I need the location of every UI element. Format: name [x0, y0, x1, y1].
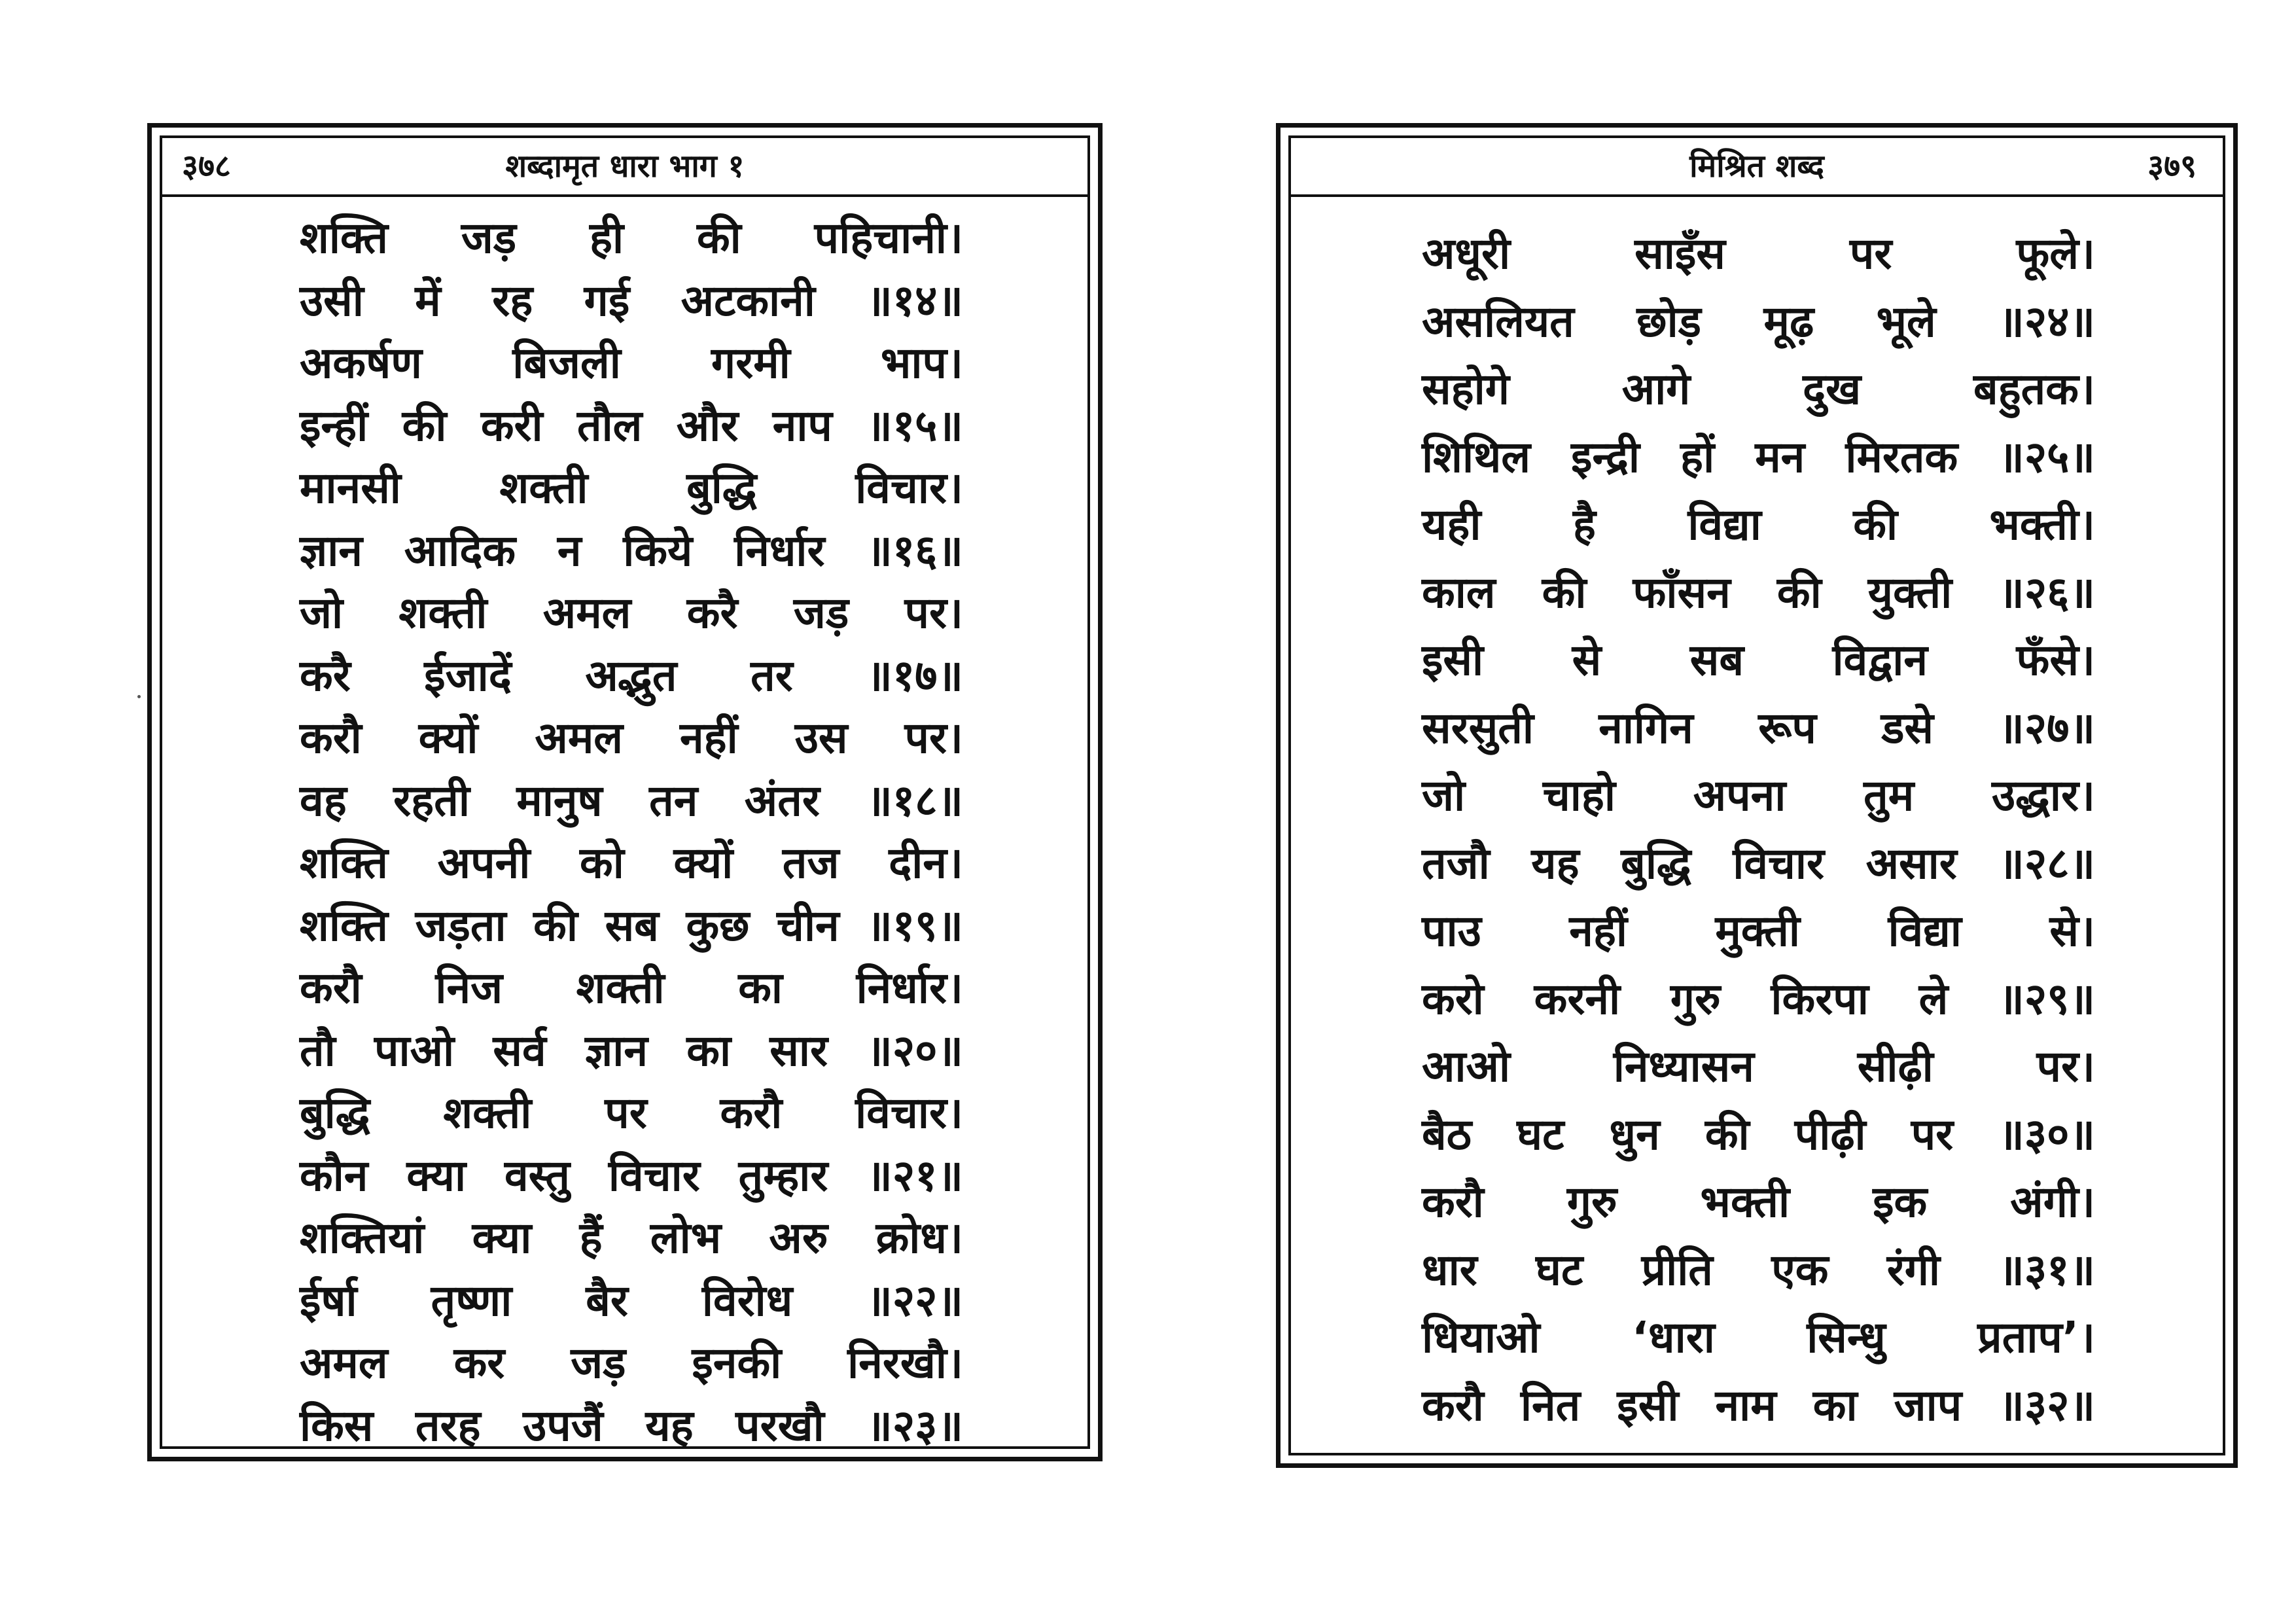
- verse-line: जो शक्ती अमल करै जड़ पर।: [300, 588, 963, 638]
- left-page-title: शब्दामृत धारा भाग १: [505, 148, 745, 185]
- verse-line: वह रहती मानुष तन अंतर ॥१८॥: [300, 775, 963, 826]
- verse-line: असलियत छोड़ मूढ़ भूले ॥२४॥: [1422, 296, 2095, 347]
- verse-line: इसी से सब विद्वान फँसे।: [1422, 635, 2095, 685]
- right-page-header: [1291, 138, 2223, 197]
- verse-line: अधूरी साइँस पर फूले।: [1422, 228, 2095, 279]
- left-page: [147, 123, 1103, 1461]
- verse-line: मानसी शक्ती बुद्धि विचार।: [300, 463, 963, 513]
- verse-line: धियाओ ‘धारा सिन्धु प्रताप’।: [1422, 1312, 2095, 1363]
- verse-line: ज्ञान आदिक न किये निर्धार ॥१६॥: [300, 525, 963, 576]
- verse-line: ईर्षा तृष्णा बैर विरोध ॥२२॥: [300, 1275, 963, 1326]
- verse-line: आओ निध्यासन सीढ़ी पर।: [1422, 1041, 2095, 1092]
- verse-line: करौ गुरु भक्ती इक अंगी।: [1422, 1177, 2095, 1227]
- right-page: [1276, 123, 2238, 1468]
- verse-line: कौन क्या वस्तु विचार तुम्हार ॥२१॥: [300, 1150, 963, 1201]
- left-page-header: [162, 138, 1087, 197]
- verse-line: जो चाहो अपना तुम उद्धार।: [1422, 770, 2095, 821]
- verse-line: करै ईजादें अद्भुत तर ॥१७॥: [300, 650, 963, 701]
- verse-line: अमल कर जड़ इनकी निरखौ।: [300, 1338, 963, 1388]
- verse-line: करौ क्यों अमल नहीं उस पर।: [300, 713, 963, 763]
- verse-line: पाउ नहीं मुक्ती विद्या से।: [1422, 906, 2095, 956]
- verse-line: उसी में रह गई अटकानी ॥१४॥: [300, 275, 963, 326]
- verse-line: किस तरह उपजैं यह परखौ ॥२३॥: [300, 1400, 963, 1451]
- left-page-inner-border: [160, 135, 1090, 1449]
- verse-line: करो करनी गुरु किरपा ले ॥२९॥: [1422, 973, 2095, 1024]
- verse-line: यही है विद्या की भक्ती।: [1422, 499, 2095, 550]
- verse-line: शिथिल इन्द्री हों मन मिरतक ॥२५॥: [1422, 431, 2095, 482]
- verse-line: शक्तियां क्या हैं लोभ अरु क्रोध।: [300, 1213, 963, 1263]
- right-page-inner-border: [1288, 135, 2225, 1455]
- right-verse-list: [1422, 220, 2095, 1439]
- verse-line: शक्ति जड़ ही की पहिचानी।: [300, 213, 963, 263]
- verse-line: करौ निज शक्ती का निर्धार।: [300, 963, 963, 1013]
- verse-line: काल की फाँसन की युक्ती ॥२६॥: [1422, 567, 2095, 618]
- scan-speck: [137, 695, 141, 698]
- verse-line: बुद्धि शक्ती पर करौ विचार।: [300, 1088, 963, 1138]
- right-page-title: मिश्रित शब्द: [1689, 148, 1824, 185]
- verse-line: तजौ यह बुद्धि विचार असार ॥२८॥: [1422, 838, 2095, 889]
- verse-line: बैठ घट धुन की पीढ़ी पर ॥३०॥: [1422, 1109, 2095, 1160]
- verse-line: सरसुती नागिन रूप डसे ॥२७॥: [1422, 702, 2095, 753]
- verse-line: करौ नित इसी नाम का जाप ॥३२॥: [1422, 1380, 2095, 1431]
- verse-line: शक्ति अपनी को क्यों तज दीन।: [300, 838, 963, 888]
- verse-line: इन्हीं की करी तौल और नाप ॥१५॥: [300, 400, 963, 451]
- verse-line: सहोगे आगे दुख बहुतक।: [1422, 364, 2095, 414]
- verse-line: तौ पाओ सर्व ज्ञान का सार ॥२०॥: [300, 1025, 963, 1076]
- left-page-number: ३७८: [182, 148, 231, 185]
- left-verse-list: [300, 207, 963, 1457]
- verse-line: धार घट प्रीति एक रंगी ॥३१॥: [1422, 1244, 2095, 1295]
- right-page-number: ३७९: [2147, 148, 2197, 185]
- verse-line: अकर्षण बिजली गरमी भाप।: [300, 338, 963, 388]
- verse-line: शक्ति जड़ता की सब कुछ चीन ॥१९॥: [300, 900, 963, 951]
